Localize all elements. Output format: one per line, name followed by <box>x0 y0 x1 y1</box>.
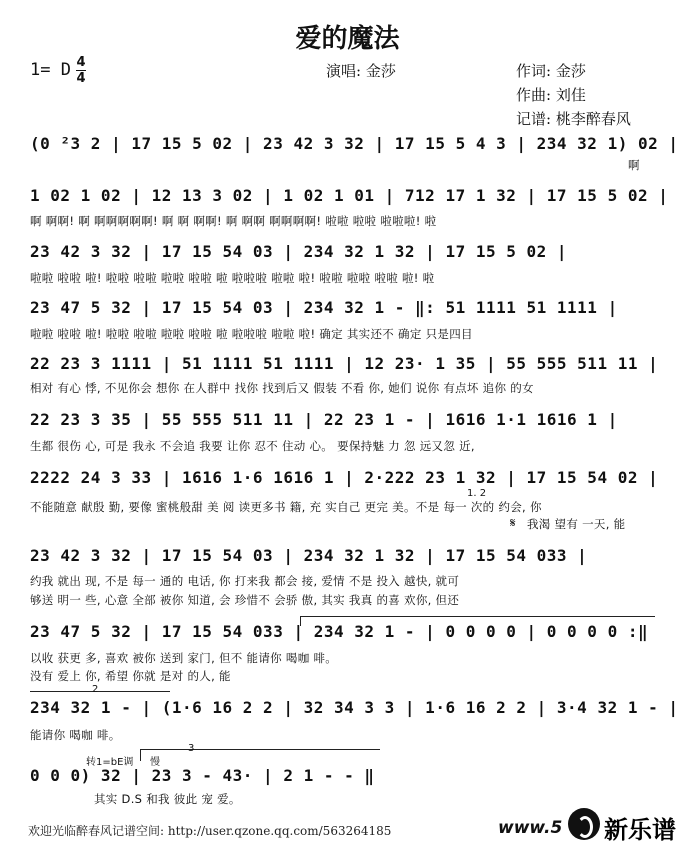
site-logo: 新乐谱 <box>604 816 676 844</box>
score-row-lyrics: 啦啦 啦啦 啦! 啦啦 啦啦 啦啦 啦啦 啦 啦啦啦 啦啦 啦! 啦啦 啦啦 啦啦 啦! 啦 <box>30 271 435 285</box>
score-row-notes: 23 47 5 32 | 17 15 54 033 | 234 32 1 - | 0 0 0 0 | 0 0 0 0 :‖ <box>30 622 649 641</box>
singer-credit: 演唱: 金莎 <box>326 62 396 80</box>
composer-credit: 作曲: 刘佳 <box>516 86 586 104</box>
score-row-lyrics: 不能随意 献殷 勤, 要像 蜜桃般甜 美 阅 读更多书 籍, 充 实自己 更完 美。不是 每一 次的 约会, 你 <box>30 500 542 514</box>
transcriber-credit: 记谱: 桃李醉春风 <box>516 110 631 128</box>
ending-bracket-2: 2 <box>92 684 99 695</box>
lyricist-credit: 作词: 金莎 <box>516 62 586 80</box>
score-row-notes: 23 42 3 32 | 17 15 54 03 | 234 32 1 32 | 17 15 5 02 | <box>30 242 568 261</box>
score-row-notes: (0 ²3 2 | 17 15 5 02 | 23 42 3 32 | 17 15 5 4 3 | 234 32 1) 02 | <box>30 134 679 153</box>
score-row-notes: 234 32 1 - | (1·6 16 2 2 | 32 34 3 3 | 1·6 16 2 2 | 3·4 32 1 - | <box>30 698 679 717</box>
score-row-lyrics: 以收 获更 多, 喜欢 被你 送到 家门, 但不 能请你 喝咖 啡。 <box>30 651 338 665</box>
score-row-notes: 23 47 5 32 | 17 15 54 03 | 234 32 1 - ‖: 51 1111 51 1111 | <box>30 298 618 317</box>
ending-bracket-1-2: 1. 2 <box>467 488 487 499</box>
score-row-lyrics: 约我 就出 现, 不是 每一 通的 电话, 你 打来我 都会 接, 爱情 不是 投入 越快, 就可 <box>30 574 460 588</box>
score-row-lyrics: 啦啦 啦啦 啦! 啦啦 啦啦 啦啦 啦啦 啦 啦啦啦 啦啦 啦! 确定 其实还不 确定 只是四目 <box>30 327 473 341</box>
score-row-notes: 23 42 3 32 | 17 15 54 03 | 234 32 1 32 | 17 15 54 033 | <box>30 546 588 565</box>
time-signature-top: 4 <box>76 55 86 70</box>
score-row-lyrics: 相对 有心 悸, 不见你会 想你 在人群中 找你 找到后又 假装 不看 你, 她们 说你 有点坏 追你 的女 <box>30 381 534 395</box>
watermark-text: www.5 <box>498 818 563 838</box>
footer-text: 欢迎光临醉春风记谱空间: http://user.qzone.qq.com/563264185 <box>28 824 392 838</box>
score-row-lyrics: 生都 很伤 心, 可是 我永 不会追 我要 让你 忍不 住动 心。 要保持魅 力 忽 远又忽 近, <box>30 439 475 453</box>
score-row-notes: 1 02 1 02 | 12 13 3 02 | 1 02 1 01 | 712 17 1 32 | 17 15 5 02 | <box>30 186 669 205</box>
score-row-lyrics: 没有 爱上 你, 希望 你就 是对 的人, 能 <box>30 669 231 683</box>
ending-bracket-3: 3 <box>188 743 195 754</box>
tempo-marking: 慢 <box>150 757 160 768</box>
song-title: 爱的魔法 <box>295 24 400 54</box>
key-signature: 1= D <box>30 60 71 80</box>
score-row-lyrics: 啊 <box>628 158 640 172</box>
modulation-text: 转1=bE调 <box>86 757 134 768</box>
score-row-lyrics: 能请你 喝咖 啡。 <box>30 728 121 742</box>
logo-icon <box>568 808 600 840</box>
time-signature-bottom: 4 <box>76 71 86 86</box>
score-row-notes: 22 23 3 35 | 55 555 511 11 | 22 23 1 - | 1616 1·1 1616 1 | <box>30 410 618 429</box>
score-row-lyrics: 够送 明一 些, 心意 全部 被你 知道, 会 珍惜不 会骄 傲, 其实 我真 的喜 欢你, 但还 <box>30 593 460 607</box>
score-row-notes: 0 0 0) 32 | 23 3 - 43· | 2 1 - - ‖ <box>30 766 375 785</box>
score-row-lyrics: 啊 啊啊! 啊 啊啊啊啊啊! 啊 啊 啊啊! 啊 啊啊 啊啊啊啊! 啦啦 啦啦 啦啦啦! 啦 <box>30 214 437 228</box>
score-row-lyrics: 我渴 望有 一天, 能 <box>527 517 626 531</box>
score-row-notes: 2222 24 3 33 | 1616 1·6 1616 1 | 2·222 23 1 32 | 17 15 54 02 | <box>30 468 659 487</box>
time-signature <box>76 56 86 85</box>
score-row-notes: 22 23 3 1111 | 51 1111 51 1111 | 12 23· 1 35 | 55 555 511 11 | <box>30 354 659 373</box>
score-row-lyrics: 其实 D.S 和我 彼此 宠 爱。 <box>94 792 241 806</box>
segno-sign: 𝄋 <box>510 516 516 531</box>
